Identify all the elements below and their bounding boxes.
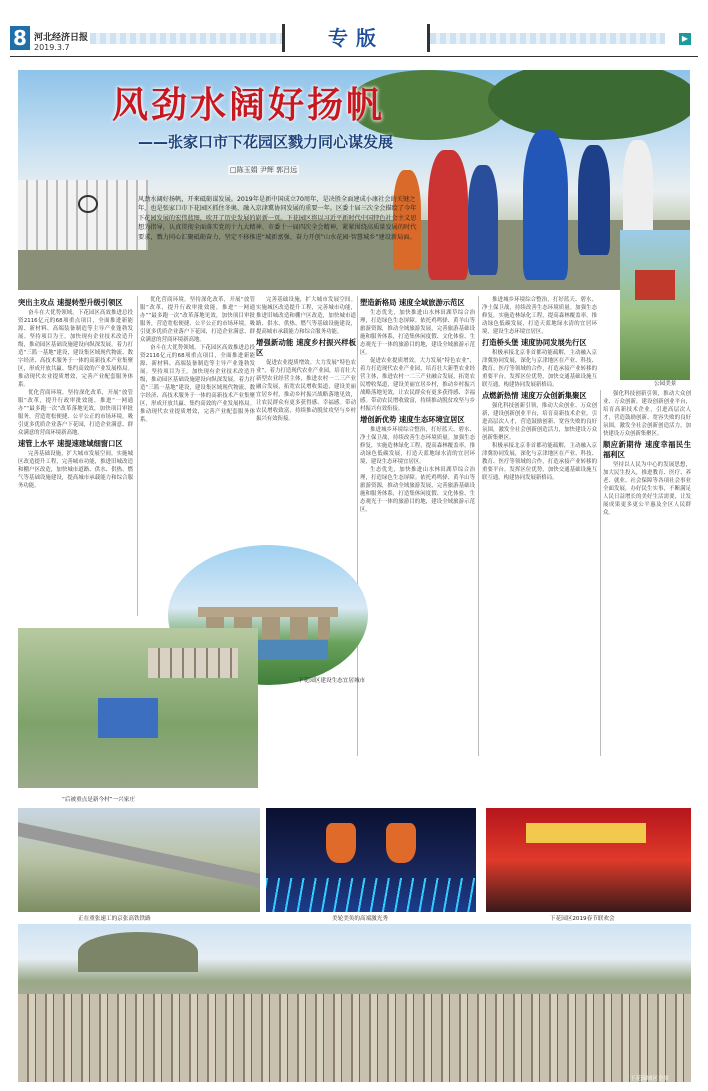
headline: 风劲水阔好扬帆 [112, 84, 386, 126]
article-text: 生态优先，加快推进山水林田湖草综合治理，打造绿色生态屏障。依托鸡鸣驿、黄羊山等旅游资源，推动全域旅游发展，完善旅游基础设施和服务体系，打造集休闲度假、文化体验、生态观光于一体的旅游目的地，建设全域旅游示范区。 [360, 310, 475, 356]
article-text: 优化营商环境。坚持深化改革，开展“放管服”改革，提升行政审批效能，推进“一网通办”“最多跑一次”改革落地见效，加快项目审批服务，营造宽松便捷、公平公正的市场环境，吸引更多优质企业落户下花园，打造企业满意、群众满意的营商环境新高地。 [18, 390, 133, 436]
paper-name: 河北经济日报 [34, 33, 89, 43]
article-text: 奋斗在大优势领域。下花园区高效推进总投资2116亿元的68项重点项目，全面推进新能源、新材料、高端装备制造等主导产业蓬勃发展。坚持项目为王，加快现有企业技术改造升级，推动园区基础设施建设向纵深发展，着力打造“三篮一基地”建设，建设集区域现代物流、数字经济、高技术服务于一体的高新技术产业集聚区，形成开放共赢、集约高效的产业发展格局。推动现代农业提质增效，完善产业配套服务体系。 [140, 345, 255, 423]
caption-gala: 下花园区2019春节联欢会 [550, 916, 615, 922]
caption-park: 公园美景 [654, 381, 677, 387]
section-heading: 增创新优势 速度生态环境宜居区 [360, 415, 465, 424]
caption-laser: 美轮美奂的高端激光秀 [332, 916, 388, 922]
article-text: 生态优先，加快推进山水林田湖草综合治理，打造绿色生态屏障。依托鸡鸣驿、黄羊山等旅游资源，推动全域旅游发展，完善旅游基础设施和服务体系，打造集休闲度假、文化体验、生态观光于一体的旅游目的地，建设全域旅游示范区。 [360, 467, 475, 513]
mountain [78, 932, 198, 972]
article-text: 强化科技创新引领，推动大众创业、万众创新，建设创新创业平台，培育高新技术企业，引进高层次人才，营造鼓励创新、宽容失败的良好氛围，激发全社会创新创造活力，加快建设万众创新集聚区。 [482, 403, 597, 441]
cyclist [78, 195, 98, 213]
village-aerial-photo [18, 628, 258, 788]
sports-court [98, 698, 158, 738]
article-column-5 [482, 296, 597, 756]
runner [468, 165, 498, 275]
pavilion [635, 270, 675, 300]
column-rule [478, 296, 479, 756]
caption-village: “后被重点是新今村”一兴家庄 [62, 797, 135, 803]
article-text: 积极承接北京非首都功能疏解，主动融入京津冀协同发展，深化与京津地区在产业、科技、教育、医疗等领域的合作，打造承接产业转移的重要平台。发挥区位优势，加快交通基础设施互联互通，构建协同发展新格局。 [482, 443, 597, 481]
runner [623, 140, 653, 240]
section-heading: 速管上水平 速提速建域细窗口区 [18, 439, 123, 448]
city-buildings [18, 994, 691, 1082]
section-title: 专版 [328, 26, 384, 50]
park-photo [620, 230, 690, 380]
section-heading: 塑造新格局 速度全域旅游示范区 [360, 298, 465, 307]
caption-city: 下花园城区全景 [630, 1076, 670, 1082]
column-rule [137, 296, 138, 616]
article-column-1 [18, 296, 133, 596]
article-column-4 [360, 296, 475, 756]
section-heading: 点燃新热情 速度万众创新集聚区 [482, 391, 587, 400]
article-text: 强化科技创新引领，推动大众创业、万众创新，建设创新创业平台，培育高新技术企业，引进高层次人才，营造鼓励创新、宽容失败的良好氛围，激发全社会创新创造活力，加快建设万众创新集聚区。 [603, 391, 691, 437]
fence [18, 180, 148, 250]
issue-date: 2019.3.7 [34, 43, 70, 52]
section-heading: 增强新动能 速度乡村振兴样板区 [256, 338, 356, 357]
article-text: 完善基础设施，扩大城市发展空间。实施城区改造提升工程，完善城市功能，推进旧城改造和棚户区改造，加快城市道路、供水、供热、燃气等基础设施建设，提高城市承载能力和综合服务功能。 [18, 451, 133, 489]
header-rule [10, 56, 698, 57]
next-page-arrow-icon[interactable]: ▶ [679, 33, 691, 45]
city-panorama-photo [18, 924, 691, 1082]
article-text: 优化营商环境。坚持深化改革，开展“放管服”改革，提升行政审批效能，推进“一网通办”“最多跑一次”改革落地见效，加快项目审批服务，营造宽松便捷、公平公正的市场环境，吸引更多优质企业落户下花园，打造企业满意、群众满意的营商环境新高地。 [140, 297, 255, 343]
column-rule [357, 296, 358, 756]
laser-show-photo [266, 808, 476, 912]
article-text: 奋斗在大优势领域。下花园区高效推进总投资2116亿元的68项重点项目，全面推进新能源、新材料、高端装备制造等主导产业蓬勃发展。坚持项目为王，加快现有企业技术改造升级，推动园区基础设施建设向纵深发展，着力打造“三篮一基地”建设，建设集区域现代物流、数字经济、高技术服务于一体的高新技术产业集聚区，形成开放共赢、集约高效的产业发展格局。推动现代农业提质增效，完善产业配套服务体系。 [18, 310, 133, 388]
caption-bridge: 下花园区建设生态宜居城市 [298, 678, 366, 684]
trees-backdrop [488, 70, 690, 140]
article-text: 推进城乡环境综合整治，打好蓝天、碧水、净土保卫战，持续改善生态环境质量。加强生态修复，实施造林绿化工程，提高森林覆盖率，推动绿色低碳发展，打造天蓝地绿水清的宜居环境，建设生态环境宜居区。 [360, 427, 475, 465]
article-column-6 [603, 390, 691, 756]
runner [428, 150, 468, 280]
byline: □陈玉娟 尹辉 郭吕远 [230, 166, 298, 174]
section-heading: 突出主攻点 速提转型升级引领区 [18, 298, 123, 307]
column-rule [600, 390, 601, 756]
houses [148, 648, 238, 678]
cooling-tower [386, 823, 416, 863]
section-heading: 打造桥头堡 速度协同发展先行区 [482, 338, 587, 347]
subheadline: ——张家口市下花园区戮力同心谋发展 [138, 133, 394, 151]
stage-banner [526, 823, 646, 843]
article-text: 促进农业提质增效。大力发展“特色农业”，着力打造现代农业产业园，培育壮大新型农业经营主体，推进农村一二三产业融合发展，拓宽农民增收渠道，建设美丽宜居乡村，推动乡村振兴战略落地见效，让农民群众有更多获得感、幸福感。带动农民增收致富，持续推动脱贫攻坚与乡村振兴有效衔接。 [256, 360, 356, 422]
lead-paragraph: 风劲水阔好扬帆，开來砥砺谋发展。2019年是新中国成立70周年，是决胜全面建成小康社会的关键之年，也是张家口市下花园区抓住冬奥、融入京津冀协同发展的重要一年。区委十届三次全会描绘了今年下花园发展的宏伟蓝图，吹开了历史发展的崭新一页。下花园区将以习近平新时代中国特色社会主义思想为指导，认真贯彻全面落实党的十九大精神、市委十一届四次全会精神，紧紧围绕高质量发展的时代要求，戮力同心汇聚砥砺奋力，坚定不移推进“城新富强、奋力开创”山水花园·智慧城乡”建设新局面。 [138, 196, 417, 241]
page-number: 8 [10, 26, 30, 50]
railway-photo [18, 808, 260, 912]
article-column-3 [256, 296, 356, 536]
article-text: 促进农业提质增效。大力发展“特色农业”，着力打造现代农业产业园，培育壮大新型农业经营主体，推进农村一二三产业融合发展，拓宽农民增收渠道，建设美丽宜居乡村，推动乡村振兴战略落地见效，让农民群众有更多获得感、幸福感。带动农民增收致富，持续推动脱贫攻坚与乡村振兴有效衔接。 [360, 358, 475, 412]
spring-gala-photo [486, 808, 691, 912]
article-text: 完善基础设施，扩大城市发展空间。实施城区改造提升工程，完善城市功能，推进旧城改造和棚户区改造，加快城市道路、供水、供热、燃气等基础设施建设，提高城市承载能力和综合服务功能。 [256, 297, 356, 335]
cooling-tower [326, 823, 356, 863]
runner [523, 130, 568, 280]
article-text: 坚持以人民为中心的发展思想，加大民生投入，推进教育、医疗、养老、就业、社会保障等各项社会事业全面发展，办好民生实事，不断满足人民日益增长的美好生活需要，让发展成果更多更公平惠及全区人民群众。 [603, 462, 691, 516]
bridge-deck [198, 607, 338, 617]
runner [578, 145, 610, 255]
article-text: 积极承接北京非首都功能疏解，主动融入京津冀协同发展，深化与京津地区在产业、科技、教育、医疗等领域的合作，打造承接产业转移的重要平台。发挥区位优势，加快交通基础设施互联互通，构建协同发展新格局。 [482, 350, 597, 388]
section-heading: 顺应新期待 速度幸福民生福利区 [603, 440, 691, 459]
laser-beams [266, 878, 476, 912]
caption-railway: 正在重张速工的京张高铁铁路 [78, 916, 151, 922]
article-column-2 [140, 296, 255, 536]
railway-viaduct [18, 822, 260, 887]
article-text: 推进城乡环境综合整治，打好蓝天、碧水、净土保卫战，持续改善生态环境质量。加强生态修复，实施造林绿化工程，提高森林覆盖率，推动绿色低碳发展，打造天蓝地绿水清的宜居环境，建设生态环境宜居区。 [482, 297, 597, 335]
